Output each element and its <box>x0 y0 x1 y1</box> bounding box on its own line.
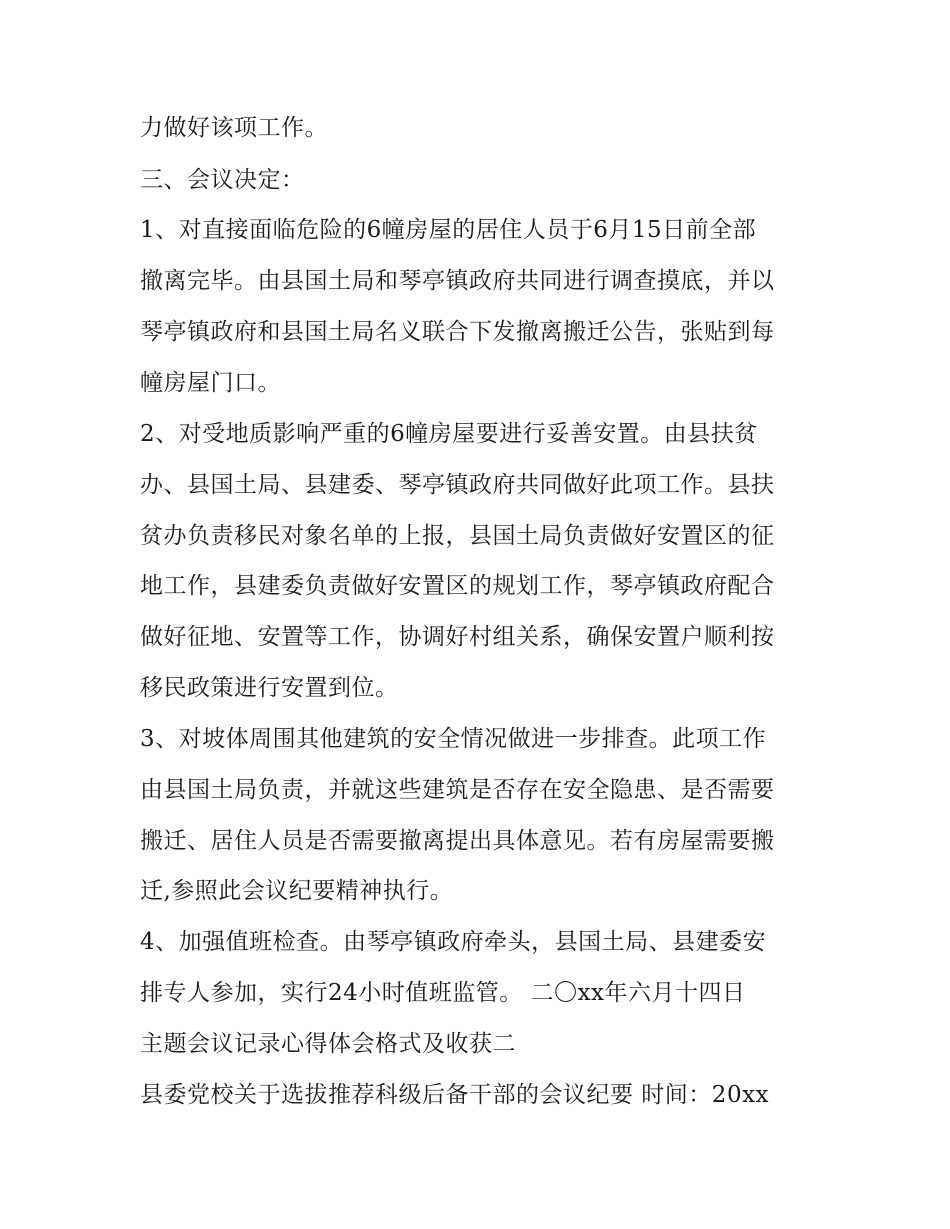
text-line: 移民政策进行安置到位。 <box>140 675 399 701</box>
subsection-title: 主题会议记录心得体会格式及收获二 <box>140 1031 516 1057</box>
text-line: 幢房屋门口。 <box>140 370 281 396</box>
text-line: 搬迁、居住人员是否需要撤离提出具体意见。若有房屋需要搬 <box>140 828 775 854</box>
text-line: 1、对直接面临危险的6幢房屋的居住人员于6月15日前全部 <box>140 217 757 243</box>
text-line: 地工作，县建委负责做好安置区的规划工作，琴亭镇政府配合 <box>140 573 775 599</box>
text-line: 县委党校关于选拔推荐科级后备干部的会议纪要 时间：20xx <box>140 1082 770 1108</box>
text-line: 迁,参照此会议纪要精神执行。 <box>140 878 454 904</box>
text-line: 2、对受地质影响严重的6幢房屋要进行妥善安置。由县扶贫 <box>140 421 758 447</box>
text-line: 做好征地、安置等工作，协调好村组关系，确保安置户顺利按 <box>140 624 775 650</box>
text-line: 3、对坡体周围其他建筑的安全情况做进一步排查。此项工作 <box>140 726 767 752</box>
text-line: 排专人参加，实行24小时值班监管。 二〇xx年六月十四日 <box>140 980 746 1006</box>
section-heading: 三、会议决定： <box>140 167 305 193</box>
text-line: 力做好该项工作。 <box>140 115 328 141</box>
text-line: 4、加强值班检查。由琴亭镇政府牵头，县国土局、县建委安 <box>140 929 767 955</box>
text-line: 贫办负责移民对象名单的上报，县国土局负责做好安置区的征 <box>140 523 775 549</box>
text-line: 办、县国土局、县建委、琴亭镇政府共同做好此项工作。县扶 <box>140 472 775 498</box>
text-line: 撤离完毕。由县国土局和琴亭镇政府共同进行调查摸底，并以 <box>140 268 775 294</box>
text-line: 琴亭镇政府和县国土局名义联合下发撤离搬迁公告，张贴到每 <box>140 319 775 345</box>
text-line: 由县国土局负责，并就这些建筑是否存在安全隐患、是否需要 <box>140 777 775 803</box>
